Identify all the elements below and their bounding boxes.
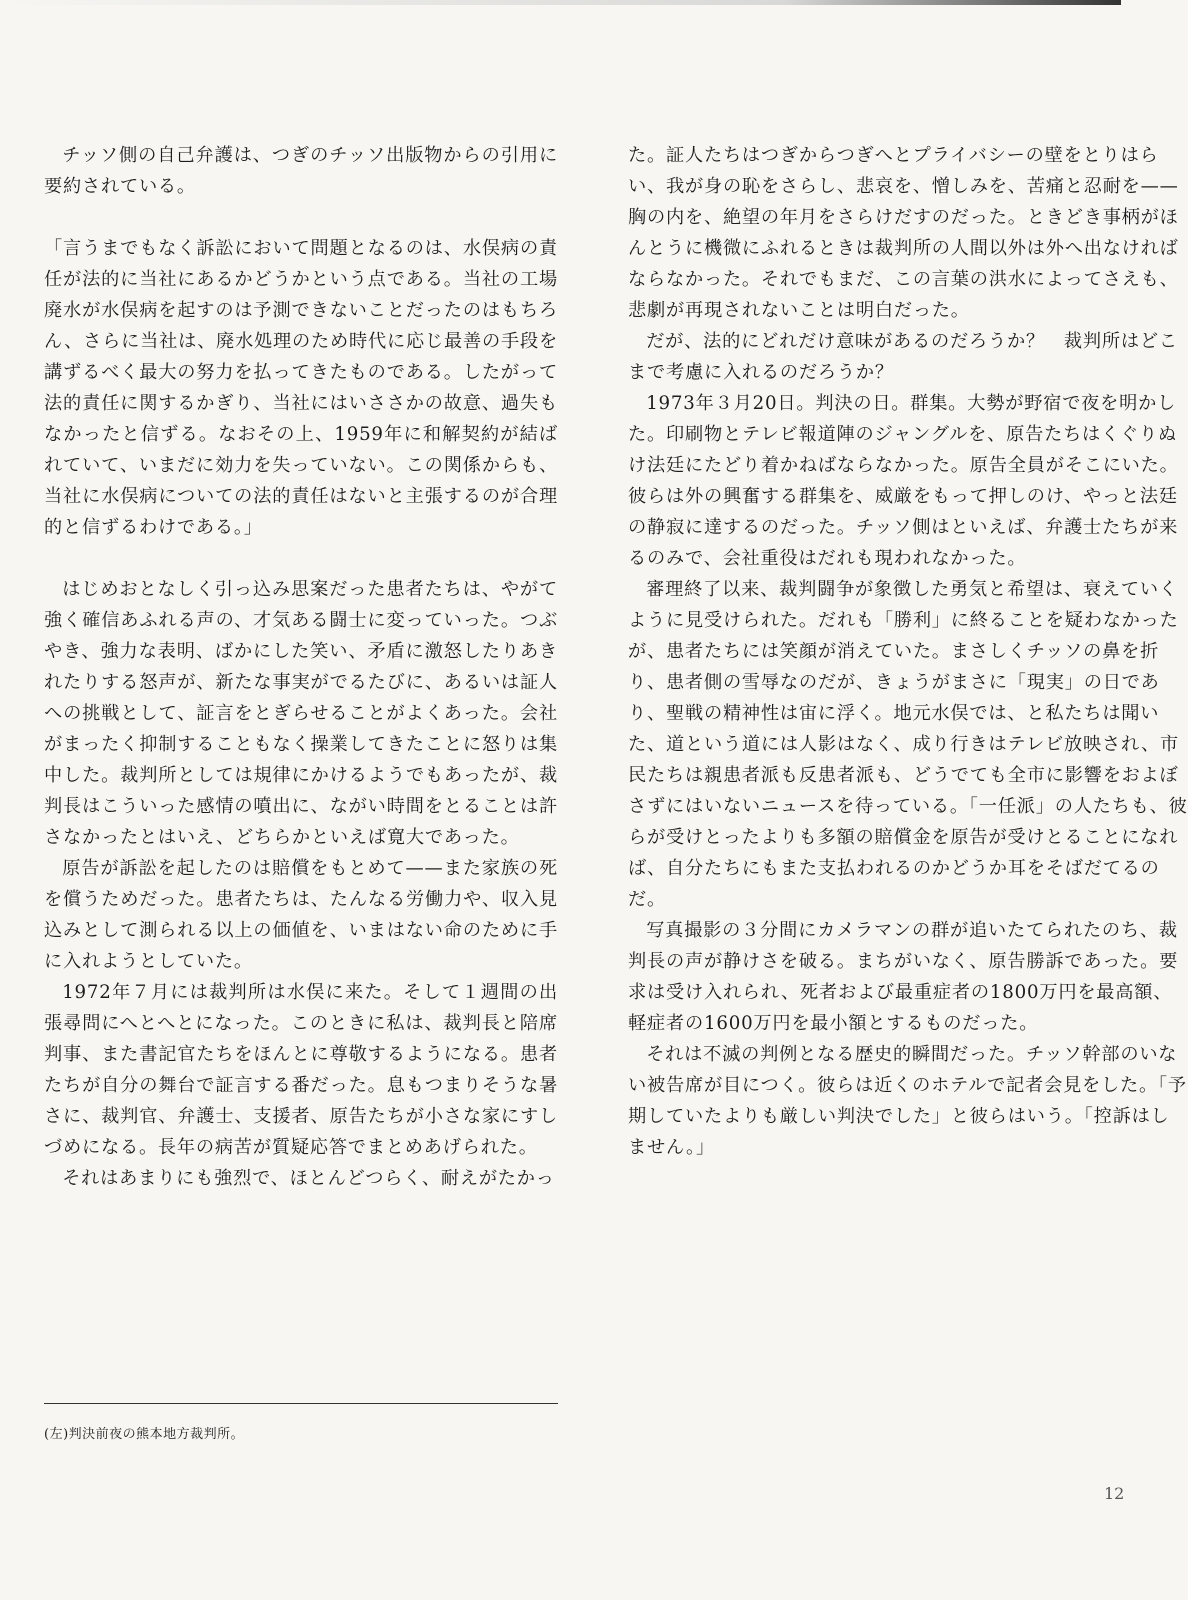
body-paragraph: 原告が訴訟を起したのは賠償をもとめて——また家族の死を償うためだった。患者たちは、たんなる労働力や、収入見込みとして測られる以上の価値を、いまはない命のために手に入れようとしていた。 [44,858,558,972]
body-paragraph: それは不滅の判例となる歴史的瞬間だった。チッソ幹部のいない被告席が目につく。彼らは近くのホテルで記者会見をした。「予期していたよりも厳しい判決でした」と彼らはいう。「控訴はしません。」 [628,1044,1187,1158]
body-paragraph: はじめおとなしく引っ込み思案だった患者たちは、やがて強く確信あふれる声の、才気ある闘士に変っていった。つぶやき、強力な表明、ばかにした笑い、矛盾に激怒したりあきれたりする怒声が、新たな事実がでるたびに、あるいは証人への挑戦として、証言をとぎらせることがよくあった。会社がまったく抑制することもなく操業してきたことに怒りは集中した。裁判所としては規律にかけるようでもあったが、裁判長はこういった感情の噴出に、ながい時間をとることは許さなかったとはいえ、どちらかといえば寛大であった。 [44,579,558,848]
body-paragraph: 1973年３月20日。判決の日。群集。大勢が野宿で夜を明かした。印刷物とテレビ報道陣のジャングルを、原告たちはくぐりぬけ法廷にたどり着かねばならなかった。原告全員がそこにいた。彼らは外の興奮する群集を、威厳をもって押しのけ、やっと法廷の静寂に達するのだった。チッソ側はといえば、弁護士たちが来るのみで、会社重役はだれも現われなかった。 [628,393,1179,569]
body-paragraph: た。証人たちはつぎからつぎへとプライバシーの壁をとりはらい、我が身の恥をさらし、悲哀を、憎しみを、苦痛と忍耐を——胸の内を、絶望の年月をさらけだすのだった。ときどき事柄がほんとうに機微にふれるときは裁判所の人間以外は外へ出なければならなかった。それでもまだ、この言葉の洪水によってさえも、悲劇が再現されないことは明白だった。 [628,145,1179,321]
body-paragraph: 審理終了以来、裁判闘争が象徴した勇気と希望は、衰えていくように見受けられた。だれも「勝利」に終ることを疑わなかったが、患者たちには笑顔が消えていた。まさしくチッソの鼻を折り、患者側の雪辱なのだが、きょうがまさに「現実」の日であり、聖戦の精神性は宙に浮く。地元水俣では、と私たちは聞いた、道という道には人影はなく、成り行きはテレビ放映され、市民たちは親患者派も反患者派も、どうでても全市に影響をおよぼさずにはいないニュースを待っている。「一任派」の人たちも、彼らが受けとったよりも多額の賠償金を原告が受けとることになれば、自分たちにもまた支払われるのかどうか耳をそばだてるのだ。 [628,579,1188,910]
left-column [44,140,558,1194]
intro-paragraph: チッソ側の自己弁護は、つぎのチッソ出版物からの引用に要約されている。 [44,145,558,197]
body-paragraph: 1972年７月には裁判所は水俣に来た。そして１週間の出張尋問にへとへとになった。このときに私は、裁判長と陪席判事、また書記官たちをほんとに尊敬するようになる。患者たちが自分の舞台で証言する番だった。息もつまりそうな暑さに、裁判官、弁護士、支援者、原告たちが小さな家にすしづめになる。長年の病苦が質疑応答でまとめあげられた。 [44,982,558,1158]
right-column [628,140,1188,1163]
body-paragraph: それはあまりにも強烈で、ほとんどつらく、耐えがたかっ [62,1168,555,1189]
photo-caption: (左)判決前夜の熊本地方裁判所。 [44,1427,245,1442]
body-paragraph: 写真撮影の３分間にカメラマンの群が追いたてられたのち、裁判長の声が静けさを破る。まちがいなく、原告勝訴であった。要求は受け入れられ、死者および最重症者の1800万円を最高額、軽症者の1600万円を最小額とするものだった。 [628,920,1179,1034]
footnote-rule [44,1403,558,1404]
page-number: 12 [1104,1484,1125,1503]
body-paragraph: だが、法的にどれだけ意味があるのだろうか？ 裁判所はどこまで考慮に入れるのだろうか？ [628,331,1178,383]
scan-top-edge [0,0,1121,5]
chisso-quote: 「言うまでもなく訴訟において問題となるのは、水俣病の責任が法的に当社にあるかどうかという点である。当社の工場廃水が水俣病を起すのは予測できないことだったのはもちろん、さらに当社は、廃水処理のため時代に応じ最善の手段を講ずるべく最大の努力を払ってきたものである。したがって法的責任に関するかぎり、当社にはいささかの故意、過失もなかったと信ずる。なおその上、1959年に和解契約が結ばれていて、いまだに効力を失っていない。この関係からも、当社に水俣病についての法的責任はないと主張するのが合理的と信ずるわけである。」 [44,238,558,538]
